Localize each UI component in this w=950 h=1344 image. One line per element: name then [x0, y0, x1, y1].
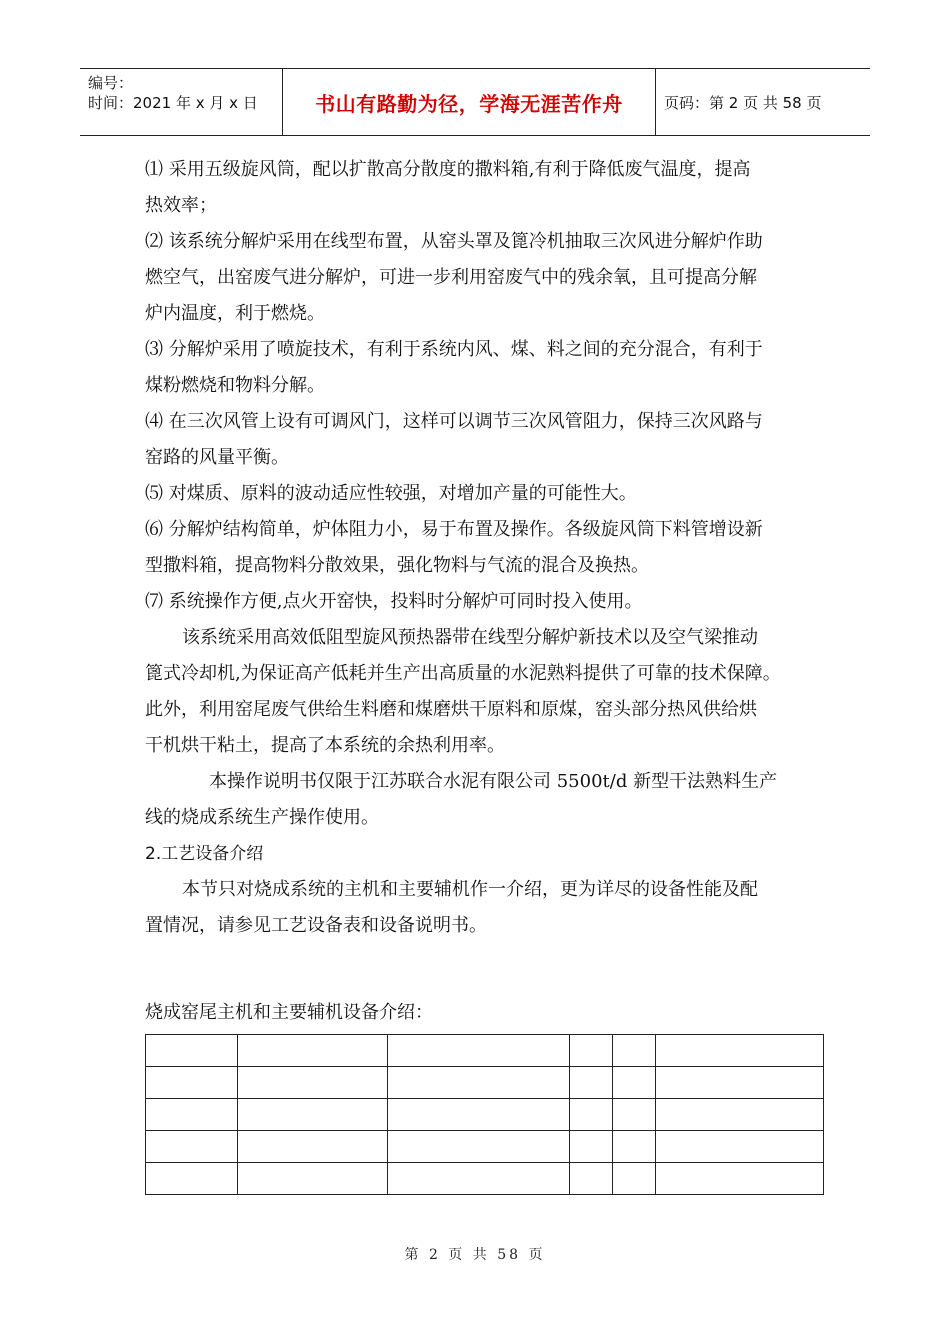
- section-heading: 2.工艺设备介绍: [145, 844, 264, 864]
- table-row: [146, 1131, 824, 1163]
- item-2-line-1: ⑵ 该系统分解炉采用在线型布置，从窑头罩及篦冷机抽取三次风进分解炉作助: [145, 231, 763, 252]
- table-row: [146, 1099, 824, 1131]
- page-footer: 第 2 页 共 58 页: [404, 1247, 546, 1263]
- item-3-line-1: ⑶ 分解炉采用了喷旋技术，有利于系统内风、煤、料之间的充分混合，有利于: [145, 339, 763, 360]
- table-cell: [146, 1163, 238, 1195]
- item-1-line-1: ⑴ 采用五级旋风筒，配以扩散高分散度的撒料箱,有利于降低废气温度，提高: [145, 159, 751, 180]
- table-row: [146, 1163, 824, 1195]
- item-4-line-1: ⑷ 在三次风管上设有可调风门，这样可以调节三次风管阻力，保持三次风路与: [145, 411, 763, 432]
- item-6-line-1: ⑹ 分解炉结构简单，炉体阻力小，易于布置及操作。各级旋风筒下料管增设新: [145, 519, 763, 540]
- document-number-label: 编号：: [88, 74, 134, 92]
- table-cell: [237, 1163, 387, 1195]
- table-cell: [570, 1131, 613, 1163]
- paragraph-2-line-1: 本操作说明书仅限于江苏联合水泥有限公司 5500t/d 新型干法熟料生产: [209, 771, 778, 792]
- header-meta: [80, 69, 283, 135]
- table-caption: 烧成窑尾主机和主要辅机设备介绍：: [145, 1002, 433, 1023]
- item-4-line-2: 窑路的风量平衡。: [145, 447, 289, 468]
- table-cell: [146, 1131, 238, 1163]
- paragraph-1-line-3: 此外，利用窑尾废气供给生料磨和煤磨烘干原料和原煤，窑头部分热风供给烘: [145, 699, 757, 720]
- table-row: [146, 1035, 824, 1067]
- table-row: [146, 1067, 824, 1099]
- item-6-line-2: 型撒料箱，提高物料分散效果，强化物料与气流的混合及换热。: [145, 555, 649, 576]
- table-cell: [656, 1163, 824, 1195]
- document-date: 时间：2021 年 x 月 x 日: [88, 94, 258, 112]
- table-cell: [656, 1131, 824, 1163]
- table-cell: [613, 1131, 656, 1163]
- table-cell: [237, 1099, 387, 1131]
- table-cell: [570, 1099, 613, 1131]
- header-motto: 书山有路勤为径，学海无涯苦作舟: [283, 69, 656, 135]
- page-header: [80, 68, 870, 136]
- table-cell: [570, 1067, 613, 1099]
- table-cell: [237, 1067, 387, 1099]
- table-cell: [570, 1163, 613, 1195]
- table-cell: [146, 1035, 238, 1067]
- table-cell: [387, 1099, 570, 1131]
- item-1-line-2: 热效率；: [145, 195, 217, 216]
- table-cell: [613, 1035, 656, 1067]
- table-cell: [613, 1163, 656, 1195]
- item-7-line-1: ⑺ 系统操作方便,点火开窑快，投料时分解炉可同时投入使用。: [145, 591, 643, 612]
- item-3-line-2: 煤粉燃烧和物料分解。: [145, 375, 325, 396]
- body-text: [145, 152, 825, 944]
- table-cell: [613, 1067, 656, 1099]
- paragraph-2-line-2: 线的烧成系统生产操作使用。: [145, 807, 379, 828]
- table-cell: [387, 1035, 570, 1067]
- table-cell: [237, 1131, 387, 1163]
- table-cell: [387, 1163, 570, 1195]
- paragraph-1-line-4: 干机烘干粘土，提高了本系统的余热利用率。: [145, 735, 505, 756]
- item-5-line-1: ⑸ 对煤质、原料的波动适应性较强，对增加产量的可能性大。: [145, 483, 637, 504]
- table-cell: [656, 1099, 824, 1131]
- paragraph-1-line-2: 篦式冷却机,为保证高产低耗并生产出高质量的水泥熟料提供了可靠的技术保障。: [145, 663, 781, 684]
- table-cell: [146, 1067, 238, 1099]
- paragraph-3-line-2: 置情况，请参见工艺设备表和设备说明书。: [145, 915, 487, 936]
- table-cell: [387, 1067, 570, 1099]
- item-2-line-2: 燃空气，出窑废气进分解炉，可进一步利用窑废气中的残余氧，且可提高分解: [145, 267, 757, 288]
- table-cell: [146, 1099, 238, 1131]
- paragraph-3-line-1: 本节只对烧成系统的主机和主要辅机作一介绍，更为详尽的设备性能及配: [182, 879, 758, 900]
- header-page-info: 页码：第 2 页 共 58 页: [664, 93, 822, 112]
- table-cell: [656, 1067, 824, 1099]
- paragraph-1-line-1: 该系统采用高效低阻型旋风预热器带在线型分解炉新技术以及空气梁推动: [182, 627, 758, 648]
- equipment-table: [145, 1034, 824, 1195]
- item-2-line-3: 炉内温度，利于燃烧。: [145, 303, 325, 324]
- table-cell: [237, 1035, 387, 1067]
- table-cell: [656, 1035, 824, 1067]
- table-cell: [387, 1131, 570, 1163]
- table-cell: [570, 1035, 613, 1067]
- table-cell: [613, 1099, 656, 1131]
